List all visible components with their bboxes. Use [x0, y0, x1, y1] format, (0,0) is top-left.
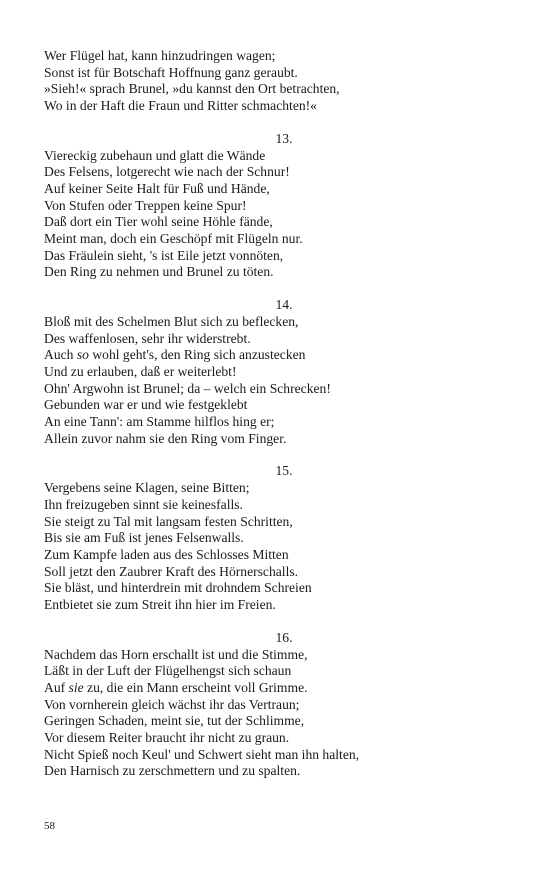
- verse-line: »Sieh!« sprach Brunel, »du kannst den Ort betrachten,: [44, 81, 340, 97]
- verse-line: Und zu erlauben, daß er weiterlebt!: [44, 363, 237, 379]
- verse-line: Meint man, doch ein Geschöpf mit Flügeln nur.: [44, 231, 303, 247]
- verse-line: Wo in der Haft die Fraun und Ritter schmachten!«: [44, 98, 317, 114]
- verse-line: Allein zuvor nahm sie den Ring vom Finger.: [44, 430, 287, 446]
- verse-line: Daß dort ein Tier wohl seine Höhle fände,: [44, 214, 273, 230]
- verse-line: Von vornherein gleich wächst ihr das Vertraun;: [44, 696, 300, 712]
- verse-line: Ihn freizugeben sinnt sie keinesfalls.: [44, 496, 243, 512]
- verse-line: Auf sie zu, die ein Mann erscheint voll Grimme.: [44, 679, 308, 695]
- verse-line: Sie steigt zu Tal mit langsam festen Schritten,: [44, 513, 293, 529]
- stanza-number: 14.: [275, 297, 293, 313]
- verse-line: Auch so wohl geht's, den Ring sich anzustecken: [44, 347, 306, 363]
- verse-line: Das Fräulein sieht, 's ist Eile jetzt vonnöten,: [44, 247, 284, 263]
- verse-line: Entbietet sie zum Streit ihn hier im Freien.: [44, 597, 276, 613]
- stanza-13: [44, 131, 514, 281]
- stanza-15: [44, 463, 514, 613]
- poem-text: [44, 48, 514, 780]
- verse-line: Nachdem das Horn erschallt ist und die Stimme,: [44, 646, 308, 662]
- stanza-number: 13.: [275, 130, 293, 146]
- verse-line: Bis sie am Fuß ist jenes Felsenwalls.: [44, 530, 244, 546]
- verse-line: Sonst ist für Botschaft Hoffnung ganz geraubt.: [44, 64, 298, 80]
- verse-line: Geringen Schaden, meint sie, tut der Schlimme,: [44, 713, 305, 729]
- verse-line: Vor diesem Reiter braucht ihr nicht zu graun.: [44, 730, 290, 746]
- verse-line: Nicht Spieß noch Keul' und Schwert sieht man ihn halten,: [44, 746, 360, 762]
- verse-line: Soll jetzt den Zaubrer Kraft des Hörnerschalls.: [44, 563, 299, 579]
- page-number: 58: [44, 820, 55, 832]
- verse-line: Den Harnisch zu zerschmettern und zu spalten.: [44, 763, 301, 779]
- verse-line: Bloß mit des Schelmen Blut sich zu beflecken,: [44, 313, 299, 329]
- stanza-12-end: [44, 48, 514, 115]
- verse-line: Sie bläst, und hinterdrein mit drohndem Schreien: [44, 580, 312, 596]
- verse-line: Auf keiner Seite Halt für Fuß und Hände,: [44, 180, 270, 196]
- verse-line: Des waffenlosen, sehr ihr widerstrebt.: [44, 330, 251, 346]
- verse-line: Vergebens seine Klagen, seine Bitten;: [44, 480, 250, 496]
- verse-line: Zum Kampfe laden aus des Schlosses Mitten: [44, 546, 289, 562]
- stanza-14: [44, 297, 514, 447]
- verse-line: Ohn' Argwohn ist Brunel; da – welch ein Schrecken!: [44, 380, 331, 396]
- verse-line: Viereckig zubehaun und glatt die Wände: [44, 147, 266, 163]
- verse-line: Des Felsens, lotgerecht wie nach der Schnur!: [44, 164, 290, 180]
- verse-line: Von Stufen oder Treppen keine Spur!: [44, 197, 247, 213]
- stanza-number: 15.: [275, 463, 293, 479]
- stanza-16: [44, 630, 514, 780]
- stanza-number: 16.: [275, 629, 293, 645]
- verse-line: An eine Tann': am Stamme hilflos hing er;: [44, 414, 275, 430]
- verse-line: Wer Flügel hat, kann hinzudringen wagen;: [44, 48, 276, 63]
- verse-line: Den Ring zu nehmen und Brunel zu töten.: [44, 264, 274, 280]
- verse-line: Gebunden war er und wie festgeklebt: [44, 397, 248, 413]
- verse-line: Läßt in der Luft der Flügelhengst sich schaun: [44, 663, 292, 679]
